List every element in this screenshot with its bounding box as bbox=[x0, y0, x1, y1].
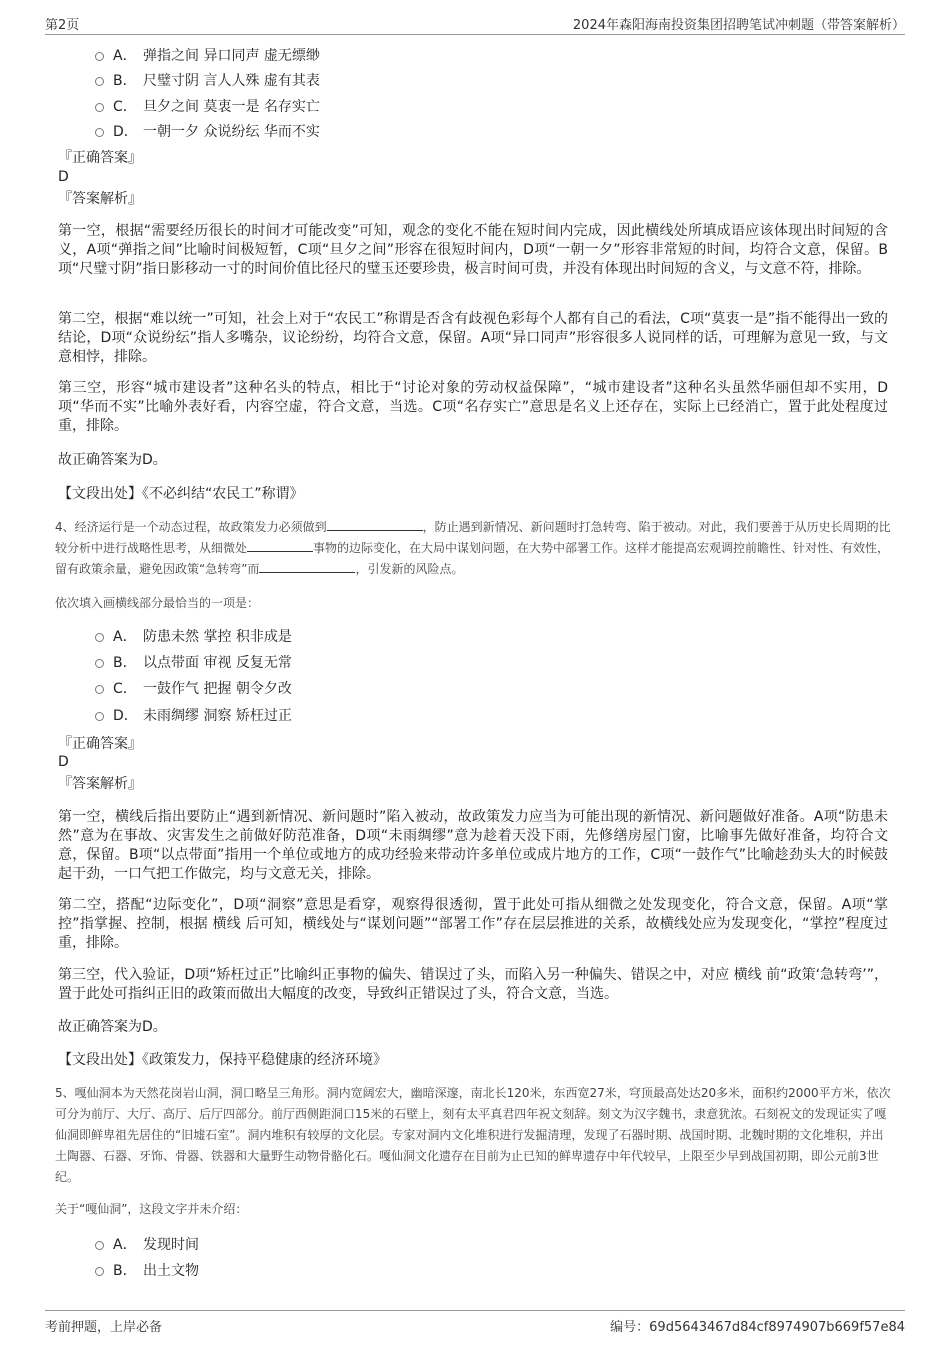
radio-icon[interactable] bbox=[95, 685, 104, 694]
page-header bbox=[45, 12, 905, 35]
q3-option-b[interactable]: B． 尺璧寸阴 言人人殊 虚有其表 bbox=[95, 71, 320, 91]
q4-analysis-label: 『答案解析』 bbox=[58, 776, 142, 792]
q4-answer-label: 『正确答案』 bbox=[58, 736, 142, 752]
radio-icon[interactable] bbox=[95, 1241, 104, 1250]
q4-option-d[interactable]: D． 未雨绸缪 洞察 矫枉过正 bbox=[95, 706, 292, 726]
q3-option-a[interactable]: A． 弹指之间 异口同声 虚无缥缈 bbox=[95, 46, 320, 66]
q4-analysis-1: 第一空，横线后指出要防止“遇到新情况、新问题时”陷入被动，故政策发力应当为可能出现的新情况、新问题做好准备。A项“防患未然”意为在事故、灾害发生之前做好防范准备，D项“未雨绸缪”意为趁着天没下雨，先修缮房屋门窗，比喻事先做好准备，均符合文意，保留。B项“以点带面”指用一个单位或地方的成功经验来带动许多单位或成片地方的工作，C项“一鼓作气”比喻趁劲头大的时候鼓起干劲，一口气把工作做完，均与文意无关，排除。 bbox=[58, 809, 888, 882]
q3-source: 【文段出处】《不必纠结“农民工”称谓》 bbox=[58, 486, 304, 502]
q3-analysis-label: 『答案解析』 bbox=[58, 191, 142, 207]
q4-option-b[interactable]: B． 以点带面 审视 反复无常 bbox=[95, 653, 292, 673]
footer-slogan: 考前押题，上岸必备 bbox=[45, 1320, 163, 1335]
radio-icon[interactable] bbox=[95, 52, 104, 61]
q3-option-c[interactable]: C． 旦夕之间 莫衷一是 名存实亡 bbox=[95, 97, 320, 117]
q3-answer: D bbox=[58, 169, 69, 185]
radio-icon[interactable] bbox=[95, 633, 104, 642]
q4-conclusion: 故正确答案为D。 bbox=[58, 1019, 167, 1035]
radio-icon[interactable] bbox=[95, 77, 104, 86]
radio-icon[interactable] bbox=[95, 1267, 104, 1276]
q4-option-a[interactable]: A． 防患未然 掌控 积非成是 bbox=[95, 627, 292, 647]
q4-analysis-2: 第二空，搭配“边际变化”，D项“洞察”意思是看穿，观察得很透彻，置于此处可指从细微之处发现变化，符合文意，保留。A项“掌控”指掌握、控制，根据 横线 后可知，横线处与“谋划问题”“部署工作”存在层层推进的关系，故横线处应为发现变化，“掌控”程度过重，排除。 bbox=[58, 897, 888, 951]
q4-prompt: 依次填入画横线部分最恰当的一项是： bbox=[55, 596, 260, 610]
q3-analysis-1: 第一空，根据“需要经历很长的时间才可能改变”可知，观念的变化不能在短时间内完成，因此横线处所填成语应该体现出时间短的含义，A项“弹指之间”比喻时间极短暂，C项“旦夕之间”形容在很短时间内，D项“一朝一夕”形容非常短的时间，均符合文意，保留。B项“尺璧寸阴”指日影移动一寸的时间价值比径尺的璧玉还要珍贵，极言时间可贵，并没有体现出时间短的含义，与文意不符，排除。 bbox=[58, 223, 888, 277]
radio-icon[interactable] bbox=[95, 659, 104, 668]
radio-icon[interactable] bbox=[95, 128, 104, 137]
page-number: 第2页 bbox=[45, 18, 80, 33]
document-title: 2024年森阳海南投资集团招聘笔试冲刺题（带答案解析） bbox=[572, 18, 905, 33]
document-id: 编号：69d5643467d84cf8974907b669f57e84 bbox=[610, 1320, 905, 1335]
q4-answer: D bbox=[58, 754, 69, 770]
fill-blank-3[interactable] bbox=[259, 560, 355, 573]
q4-analysis-3: 第三空，代入验证，D项“矫枉过正”比喻纠正事物的偏失、错误过了头，而陷入另一种偏失、错误之中，对应 横线 前“政策‘急转弯’”，置于此处可指纠正旧的政策而做出大幅度的改变，导致纠正错误过了头，符合文意，当选。 bbox=[58, 967, 888, 1002]
q5-stem: 5、嘎仙洞本为天然花岗岩山洞，洞口略呈三角形。洞内宽阔宏大，幽暗深邃，南北长120米，东西宽27米，穹顶最高处达20多米，面积约2000平方米，依次可分为前厅、大厅、高厅、后厅四部分。前厅西侧距洞口15米的石壁上，刻有太平真君四年祝文刻辞。刻文为汉字魏书，隶意犹浓。石刻祝文的发现证实了嘎仙洞即鲜卑祖先居住的“旧墟石室”。洞内堆积有较厚的文化层。专家对洞内文化堆积进行发掘清理，发现了石器时期、战国时期、北魏时期的文化堆积，并出土陶器、石器、牙饰、骨器、铁器和大量野生动物骨骼化石。嘎仙洞文化遗存在目前为止已知的鲜卑遗存中年代较早，上限至少早到战国初期，即公元前3世纪。 bbox=[55, 1086, 891, 1184]
q5-option-a[interactable]: A． 发现时间 bbox=[95, 1235, 199, 1255]
radio-icon[interactable] bbox=[95, 712, 104, 721]
q3-answer-label: 『正确答案』 bbox=[58, 150, 142, 166]
radio-icon[interactable] bbox=[95, 103, 104, 112]
q3-option-d[interactable]: D． 一朝一夕 众说纷纭 华而不实 bbox=[95, 122, 320, 142]
q4-option-c[interactable]: C． 一鼓作气 把握 朝令夕改 bbox=[95, 679, 292, 699]
page-footer bbox=[45, 1310, 905, 1335]
q3-conclusion: 故正确答案为D。 bbox=[58, 452, 167, 468]
q3-analysis-2: 第二空，根据“难以统一”可知，社会上对于“农民工”称谓是否含有歧视色彩每个人都有自己的看法，C项“莫衷一是”指不能得出一致的结论，D项“众说纷纭”指人多嘴杂，议论纷纷，均符合文意，保留。A项“异口同声”形容很多人说同样的话，可理解为意见一致，与文意相悖，排除。 bbox=[58, 311, 888, 365]
q4-stem: 4、经济运行是一个动态过程，故政策发力必须做到 ，防止遇到新情况、新问题时打急转弯、陷于被动。对此，我们要善于从历史长周期的比较分析中进行战略性思考，从细微处 事物的边际变化，在大局中谋划问题，在大势中部署工作。这样才能提高宏观调控前瞻性、针对性、有效性，留有政策余量，避免因政策“急转弯”而 ，引发新的风险点。 bbox=[55, 520, 891, 576]
q5-option-b[interactable]: B． 出土文物 bbox=[95, 1261, 199, 1281]
q5-prompt: 关于“嘎仙洞”，这段文字并未介绍： bbox=[55, 1202, 248, 1216]
fill-blank-1[interactable] bbox=[327, 518, 423, 531]
q4-source: 【文段出处】《政策发力，保持平稳健康的经济环境》 bbox=[58, 1052, 387, 1068]
fill-blank-2[interactable] bbox=[247, 539, 313, 552]
q3-analysis-3: 第三空，形容“城市建设者”这种名头的特点，相比于“讨论对象的劳动权益保障”，“城市建设者”这种名头虽然华丽但却不实用，D项“华而不实”比喻外表好看，内容空虚，符合文意，当选。C项“名存实亡”意思是名义上还存在，实际上已经消亡，置于此处程度过重，排除。 bbox=[58, 380, 888, 434]
